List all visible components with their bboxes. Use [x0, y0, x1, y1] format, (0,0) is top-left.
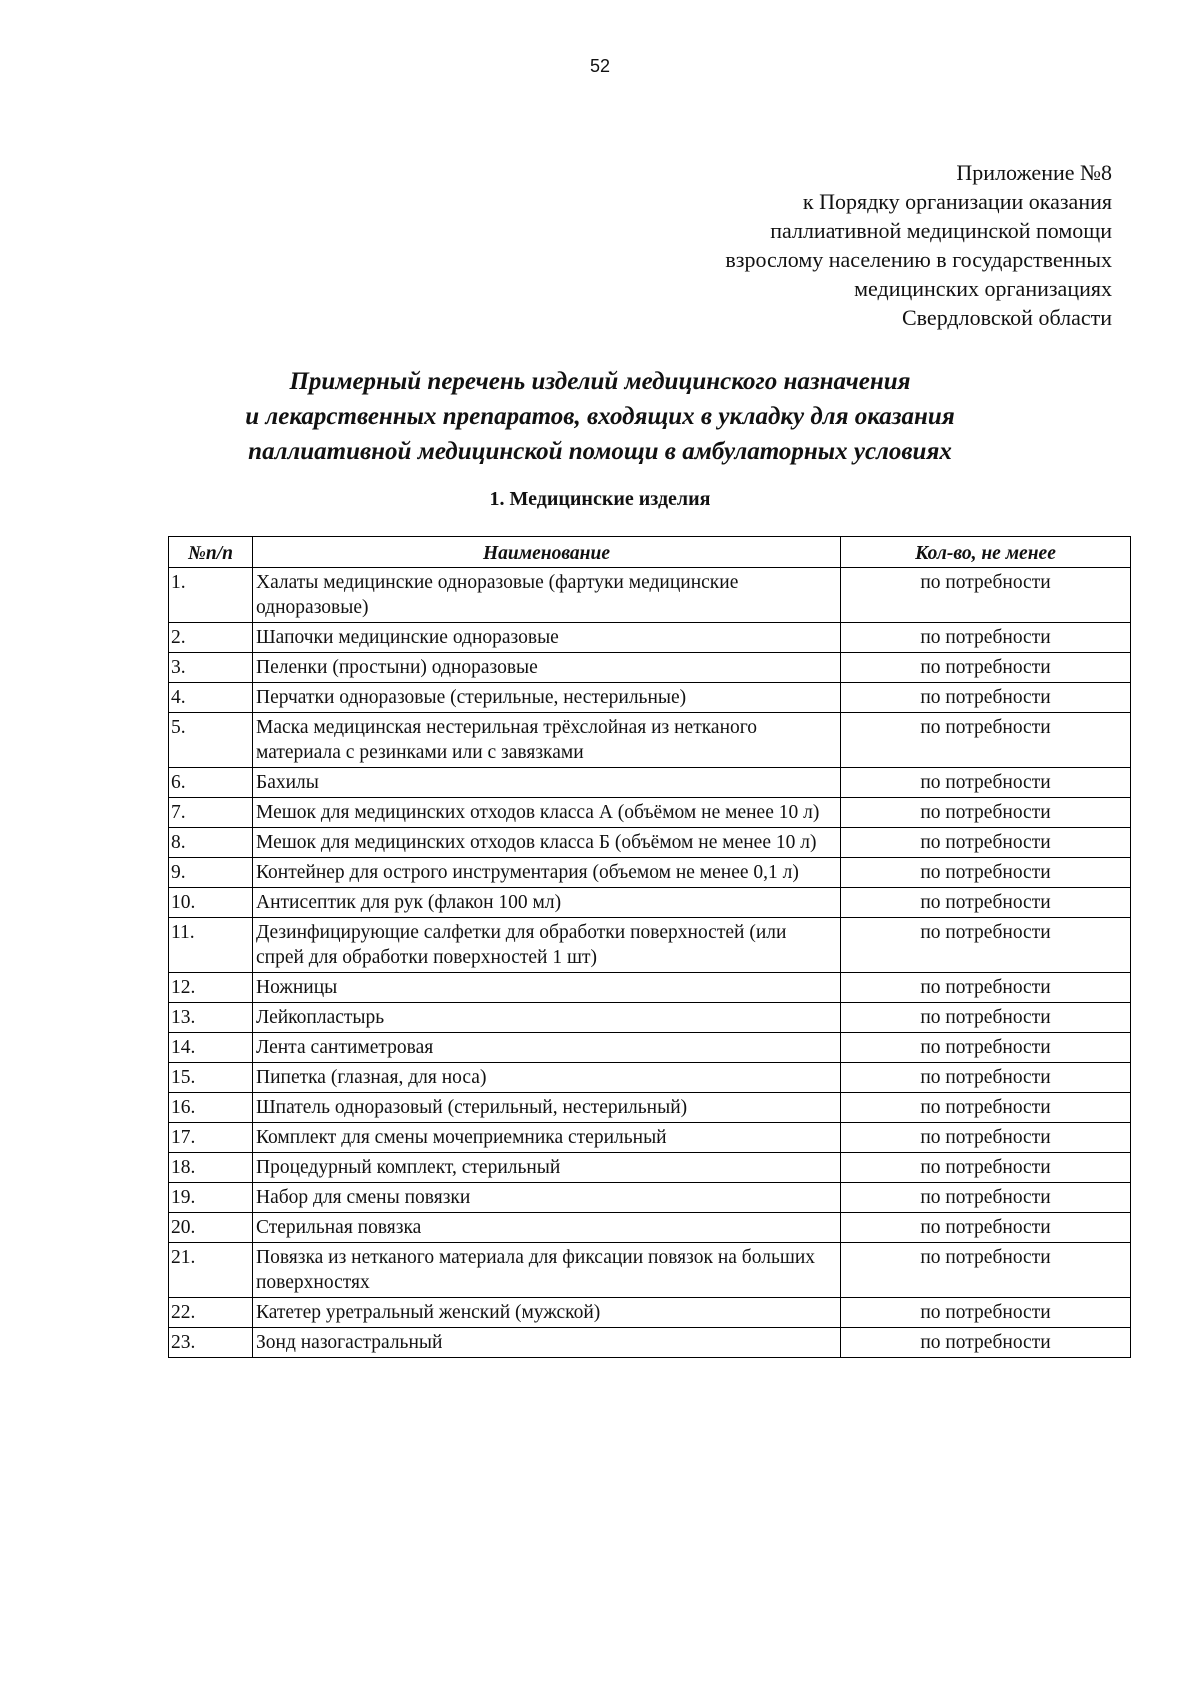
row-number: 16.: [169, 1093, 253, 1123]
row-number: 2.: [169, 623, 253, 653]
column-header-quantity: Кол-во, не менее: [841, 537, 1131, 568]
table-row: [169, 828, 1131, 858]
item-name: Катетер уретральный женский (мужской): [253, 1298, 841, 1328]
table-row: [169, 1033, 1131, 1063]
item-name: Мешок для медицинских отходов класса А (объёмом не менее 10 л): [253, 798, 841, 828]
appendix-line: к Порядку организации оказания: [802, 189, 1112, 214]
item-name: Ножницы: [253, 973, 841, 1003]
item-quantity: по потребности: [841, 798, 1131, 828]
row-number: 14.: [169, 1033, 253, 1063]
row-number: 6.: [169, 768, 253, 798]
item-name: Шапочки медицинские одноразовые: [253, 623, 841, 653]
item-quantity: по потребности: [841, 1063, 1131, 1093]
item-name: Стерильная повязка: [253, 1213, 841, 1243]
row-number: 20.: [169, 1213, 253, 1243]
row-number: 9.: [169, 858, 253, 888]
table-row: [169, 568, 1131, 623]
document-title: [0, 364, 1200, 469]
item-name: Процедурный комплект, стерильный: [253, 1153, 841, 1183]
row-number: 17.: [169, 1123, 253, 1153]
item-quantity: по потребности: [841, 858, 1131, 888]
item-name: Пеленки (простыни) одноразовые: [253, 653, 841, 683]
row-number: 4.: [169, 683, 253, 713]
table-row: [169, 858, 1131, 888]
item-name: Лейкопластырь: [253, 1003, 841, 1033]
table-row: [169, 1093, 1131, 1123]
row-number: 19.: [169, 1183, 253, 1213]
item-quantity: по потребности: [841, 1298, 1131, 1328]
item-name: Шпатель одноразовый (стерильный, нестерильный): [253, 1093, 841, 1123]
appendix-line: Приложение №8: [956, 160, 1112, 185]
row-number: 11.: [169, 918, 253, 973]
appendix-header: [725, 158, 1112, 332]
item-name: Маска медицинская нестерильная трёхслойная из нетканого материала с резинками или с завязками: [253, 713, 841, 768]
table-row: [169, 1153, 1131, 1183]
item-quantity: по потребности: [841, 973, 1131, 1003]
item-name: Лента сантиметровая: [253, 1033, 841, 1063]
appendix-line: Свердловской области: [902, 305, 1112, 330]
item-quantity: по потребности: [841, 653, 1131, 683]
table-row: [169, 1003, 1131, 1033]
table-header-row: [169, 537, 1131, 568]
row-number: 1.: [169, 568, 253, 623]
column-header-name: Наименование: [253, 537, 841, 568]
medical-items-table: [168, 536, 1131, 1358]
table-row: [169, 1328, 1131, 1358]
document-title-line: и лекарственных препаратов, входящих в укладку для оказания: [245, 403, 955, 430]
table-row: [169, 1213, 1131, 1243]
appendix-line: медицинских организациях: [854, 276, 1112, 301]
item-quantity: по потребности: [841, 1213, 1131, 1243]
item-quantity: по потребности: [841, 888, 1131, 918]
table-row: [169, 1063, 1131, 1093]
table-row: [169, 798, 1131, 828]
row-number: 7.: [169, 798, 253, 828]
item-name: Контейнер для острого инструментария (объемом не менее 0,1 л): [253, 858, 841, 888]
table-row: [169, 653, 1131, 683]
row-number: 3.: [169, 653, 253, 683]
item-name: Комплект для смены мочеприемника стерильный: [253, 1123, 841, 1153]
item-quantity: по потребности: [841, 1093, 1131, 1123]
table-row: [169, 683, 1131, 713]
item-quantity: по потребности: [841, 918, 1131, 973]
row-number: 10.: [169, 888, 253, 918]
row-number: 5.: [169, 713, 253, 768]
item-name: Дезинфицирующие салфетки для обработки поверхностей (или спрей для обработки поверхностей 1 шт): [253, 918, 841, 973]
table-row: [169, 888, 1131, 918]
appendix-line: взрослому населению в государственных: [725, 247, 1112, 272]
table-row: [169, 918, 1131, 973]
item-name: Пипетка (глазная, для носа): [253, 1063, 841, 1093]
row-number: 21.: [169, 1243, 253, 1298]
item-quantity: по потребности: [841, 1243, 1131, 1298]
column-header-number: №п/п: [169, 537, 253, 568]
item-name: Антисептик для рук (флакон 100 мл): [253, 888, 841, 918]
table-row: [169, 768, 1131, 798]
table-row: [169, 1243, 1131, 1298]
appendix-line: паллиативной медицинской помощи: [770, 218, 1112, 243]
row-number: 18.: [169, 1153, 253, 1183]
item-name: Повязка из нетканого материала для фиксации повязок на больших поверхностях: [253, 1243, 841, 1298]
item-name: Бахилы: [253, 768, 841, 798]
item-quantity: по потребности: [841, 568, 1131, 623]
row-number: 13.: [169, 1003, 253, 1033]
document-title-line: паллиативной медицинской помощи в амбулаторных условиях: [248, 438, 952, 465]
row-number: 23.: [169, 1328, 253, 1358]
table-row: [169, 1298, 1131, 1328]
table-row: [169, 1183, 1131, 1213]
item-name: Перчатки одноразовые (стерильные, нестерильные): [253, 683, 841, 713]
row-number: 22.: [169, 1298, 253, 1328]
table-row: [169, 623, 1131, 653]
document-title-line: Примерный перечень изделий медицинского назначения: [289, 368, 911, 395]
row-number: 12.: [169, 973, 253, 1003]
item-quantity: по потребности: [841, 1003, 1131, 1033]
page-number: 52: [589, 56, 611, 76]
item-quantity: по потребности: [841, 713, 1131, 768]
item-quantity: по потребности: [841, 1328, 1131, 1358]
item-quantity: по потребности: [841, 683, 1131, 713]
table-body: [169, 568, 1131, 1358]
item-quantity: по потребности: [841, 623, 1131, 653]
item-quantity: по потребности: [841, 1033, 1131, 1063]
item-quantity: по потребности: [841, 1183, 1131, 1213]
row-number: 8.: [169, 828, 253, 858]
item-quantity: по потребности: [841, 1123, 1131, 1153]
item-name: Халаты медицинские одноразовые (фартуки медицинские одноразовые): [253, 568, 841, 623]
item-quantity: по потребности: [841, 828, 1131, 858]
table-row: [169, 713, 1131, 768]
item-name: Зонд назогастральный: [253, 1328, 841, 1358]
row-number: 15.: [169, 1063, 253, 1093]
section-title: 1. Медицинские изделия: [489, 488, 711, 510]
item-quantity: по потребности: [841, 1153, 1131, 1183]
item-name: Мешок для медицинских отходов класса Б (объёмом не менее 10 л): [253, 828, 841, 858]
item-name: Набор для смены повязки: [253, 1183, 841, 1213]
item-quantity: по потребности: [841, 768, 1131, 798]
table-row: [169, 1123, 1131, 1153]
table-row: [169, 973, 1131, 1003]
